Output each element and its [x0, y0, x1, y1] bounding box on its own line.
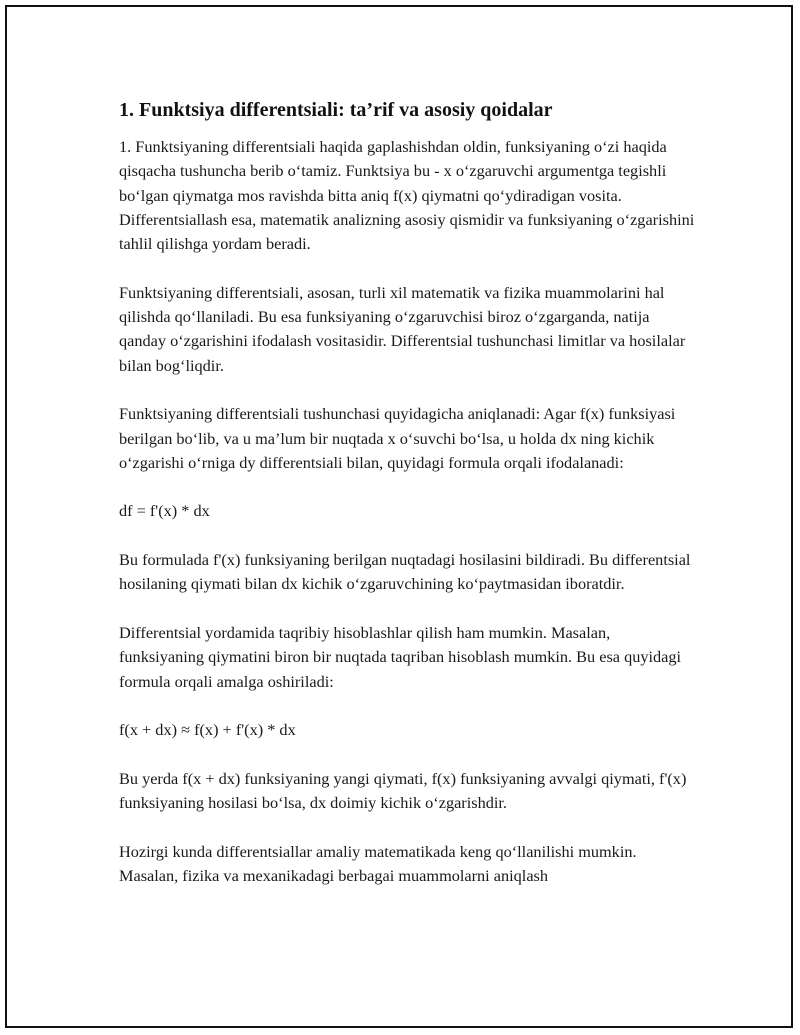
paragraph-approximation: Differentsial yordamida taqribiy hisoblashlar qilish ham mumkin. Masalan, funksiyaning qiymatini biron bir nuqtada taqriban hisoblash mumkin. Bu esa quyidagi formula orqali amalga oshiriladi:: [119, 622, 682, 691]
paragraph-usage: Funktsiyaning differentsiali, asosan, turli xil matematik va fizika muammolarini hal qilishda qo‘llaniladi. Bu esa funksiyaning o‘zgaruvchisi biroz o‘zgarganda, natija qanday o‘zgarishini ifodalash vositasidir. Differentsial tushunchasi limitlar va hosilalar bilan bog‘liqdir.: [119, 282, 686, 375]
formula-approximation: f(x + dx) ≈ f(x) + f'(x) * dx: [119, 720, 296, 740]
paragraph-formula-explanation: Bu formulada f'(x) funksiyaning berilgan nuqtadagi hosilasini bildiradi. Bu differentsial hosilaning qiymati bilan dx kichik o‘zgaruvchining ko‘paytmasidan iboratdir.: [119, 550, 691, 594]
paragraph-definition: Funktsiyaning differentsiali tushunchasi quyidagicha aniqlanadi: Agar f(x) funksiyasi berilgan bo‘lib, va u ma’lum bir nuqtada x o‘suvchi bo‘lsa, u holda dx ning kichik o‘zgarishi o‘rniga dy differentsiali bilan, quyidagi formula orqali ifodalanadi:: [119, 404, 676, 472]
paragraph-applications: Hozirgi kunda differentsiallar amaliy matematikada keng qo‘llanilishi mumkin. Masalan, fizika va mexanikadagi berbagai muammolarni aniqlash: [119, 841, 637, 885]
document-body: [119, 97, 699, 888]
formula-differential: df = f'(x) * dx: [119, 501, 210, 521]
paragraph-intro: 1. Funktsiyaning differentsiali haqida gaplashishdan oldin, funksiyaning o‘zi haqida qisqacha tushuncha berib o‘tamiz. Funktsiya bu - x o‘zgaruvchi argumentga tegishli bo‘lgan qiymatga mos ravishda bitta aniq f(x) qiymatni qo‘ydiradigan vosita. Differentsiallash esa, matematik analizning asosiy qismidir va funksiyaning o‘zgarishini tahlil qilishga yordam beradi.: [119, 137, 695, 254]
page-frame: [5, 5, 793, 1028]
document-title: 1. Funktsiya differentsiali: ta’rif va asosiy qoidalar: [119, 99, 553, 121]
paragraph-approximation-explanation: Bu yerda f(x + dx) funksiyaning yangi qiymati, f(x) funksiyaning avvalgi qiymati, f'(x) funksiyaning hosilasi bo‘lsa, dx doimiy kichik o‘zgarishdir.: [119, 768, 687, 813]
